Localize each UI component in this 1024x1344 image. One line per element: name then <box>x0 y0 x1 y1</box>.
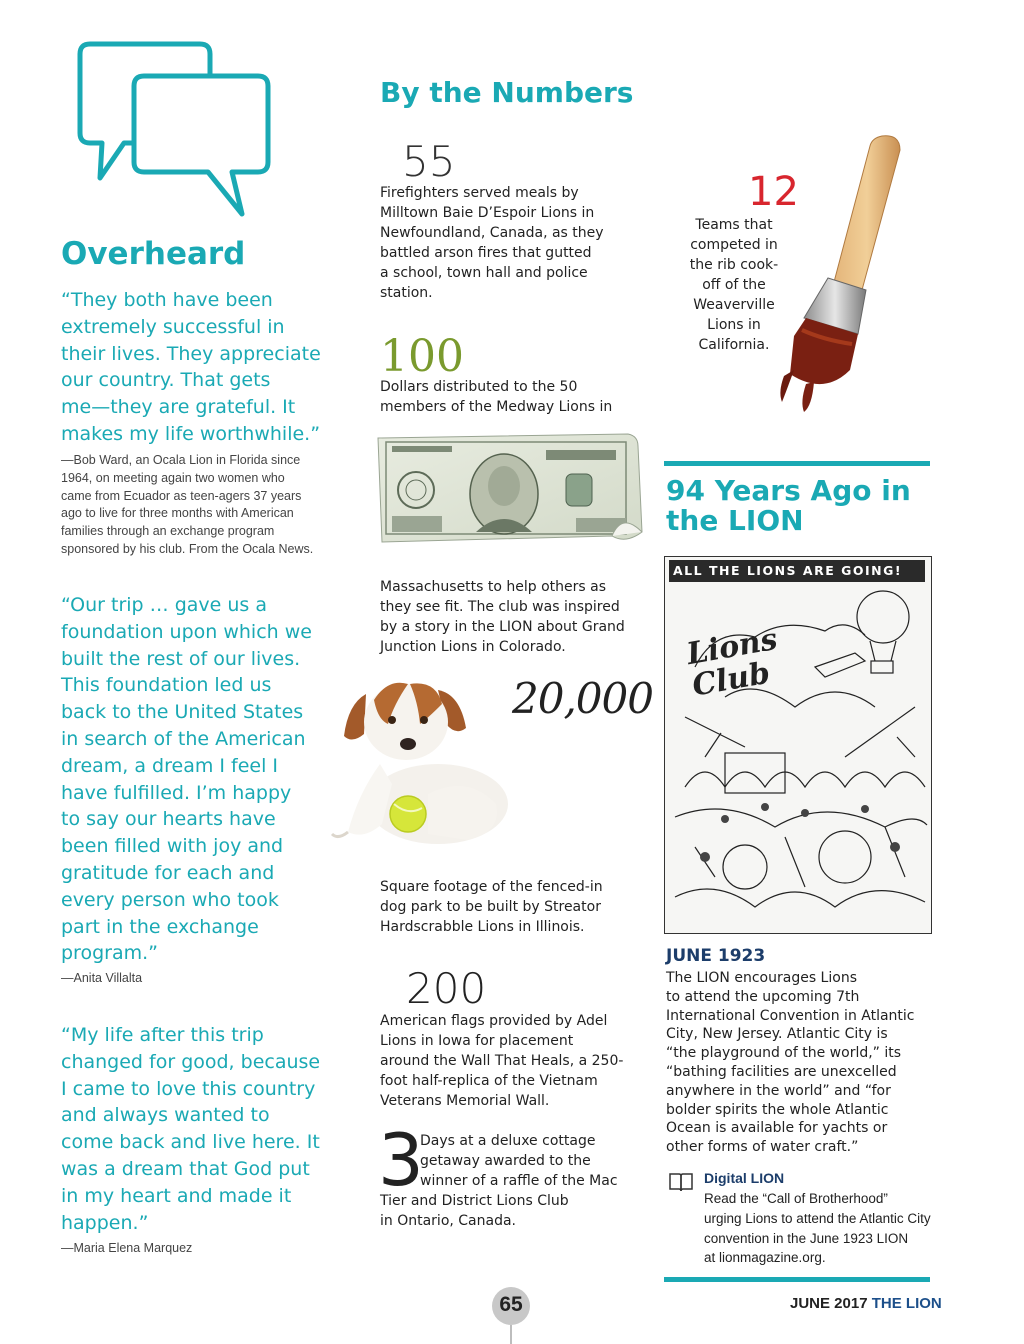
years-ago-date: JUNE 1923 <box>666 946 766 966</box>
hundred-dollar-bill-image <box>376 432 644 544</box>
footer-issue-date: JUNE 2017 <box>790 1295 868 1312</box>
overheard-title: Overheard <box>61 236 246 272</box>
footer-magazine-name: THE LION <box>871 1295 942 1312</box>
stat-text-12: Teams that competed in the rib cook- off of the Weaverville Lions in California. <box>689 217 779 353</box>
lions-club-cartoon <box>664 556 932 934</box>
cartoon-lettering: Lions Club <box>684 621 781 704</box>
stat-text-3-a: Days at a deluxe cottage getaway awarded to the winner of a raffle of the Mac <box>420 1133 618 1189</box>
stat-text-20000: Square footage of the fenced-in dog park to be built by Streator Hardscrabble Lions in Illinois. <box>380 879 603 935</box>
quote-bob-ward-attribution: —Bob Ward, an Ocala Lion in Florida since 1964, on meeting again two women who came from Ecuador as teen-agers 37 years ago to live for three months with American families through an exchange program sponsored by his club. From the Ocala News. <box>61 453 314 556</box>
digital-lion-text: Read the “Call of Brotherhood” urging Lions to attend the Atlantic City convention in the June 1923 LION at lionmagazine.org. <box>704 1191 931 1266</box>
page-number: 65 <box>499 1293 523 1316</box>
stat-number-200: 200 <box>406 964 487 1013</box>
years-ago-text: The LION encourages Lions to attend the upcoming 7th International Convention in Atlantic City, New Jersey. Atlantic City is “the playground of the world,” its “bathing facilities are unexcelled anywhere in the world” and “for bolder spirits the whole Atlantic Ocean is available for yachts or other forms of water craft.” <box>666 970 915 1156</box>
stat-number-3: 3 <box>378 1118 424 1202</box>
years-ago-top-rule <box>664 461 930 466</box>
quote-anita-villalta-attribution: —Anita Villalta <box>61 971 143 985</box>
stat-number-12: 12 <box>748 169 799 215</box>
cartoon-drawing <box>665 557 931 933</box>
speech-bubbles-icon <box>62 38 278 224</box>
years-ago-title: 94 Years Ago in the LION <box>666 474 911 537</box>
quote-anita-villalta: “Our trip … gave us a foundation upon which we built the rest of our lives. This foundation led us back to the United States in search of the American dream, a dream I feel I have fulfilled. I’m happy to say our hearts have been filled with joy and gratitude for each and every person who took part in the exchange program.” <box>61 594 312 965</box>
quote-maria-marquez: “My life after this trip changed for good, because I came to love this country and always wanted to come back and live here. It was a dream that God put in my heart and made it happen.” <box>61 1024 321 1234</box>
book-icon <box>668 1171 694 1193</box>
quote-maria-marquez-attribution: —Maria Elena Marquez <box>61 1241 193 1255</box>
stat-text-55: Firefighters served meals by Milltown Baie D’Espoir Lions in Newfoundland, Canada, as they battled arson fires that gutted a school, town hall and police station. <box>380 185 604 301</box>
stat-number-55: 55 <box>402 137 456 186</box>
quote-bob-ward: “They both have been extremely successful in their lives. They appreciate our country. That gets me—they are grateful. It makes my life worthwhile.” <box>61 289 321 445</box>
page-number-stem <box>510 1325 512 1344</box>
footer-issue <box>790 1295 942 1312</box>
years-ago-bottom-rule <box>664 1277 930 1282</box>
digital-lion-title: Digital LION <box>704 1170 785 1186</box>
cartoon-caption: ALL THE LIONS ARE GOING! <box>673 563 903 578</box>
stat-number-20000: 20,000 <box>512 674 653 723</box>
by-the-numbers-title: By the Numbers <box>380 76 634 109</box>
puppy-with-ball-image <box>318 664 514 864</box>
stat-text-100-b: Massachusetts to help others as they see fit. The club was inspired by a story in the LION about Grand Junction Lions in Colorado. <box>380 579 625 655</box>
stat-text-3-b: Tier and District Lions Club in Ontario, Canada. <box>380 1193 569 1229</box>
basting-brush-image <box>754 130 914 420</box>
stat-text-100-a: Dollars distributed to the 50 members of the Medway Lions in <box>380 379 613 415</box>
stat-text-200: American flags provided by Adel Lions in Iowa for placement around the Wall That Heals, a 250- foot half-replica of the Vietnam Veterans Memorial Wall. <box>380 1013 624 1109</box>
stat-number-100: 100 <box>380 331 464 382</box>
